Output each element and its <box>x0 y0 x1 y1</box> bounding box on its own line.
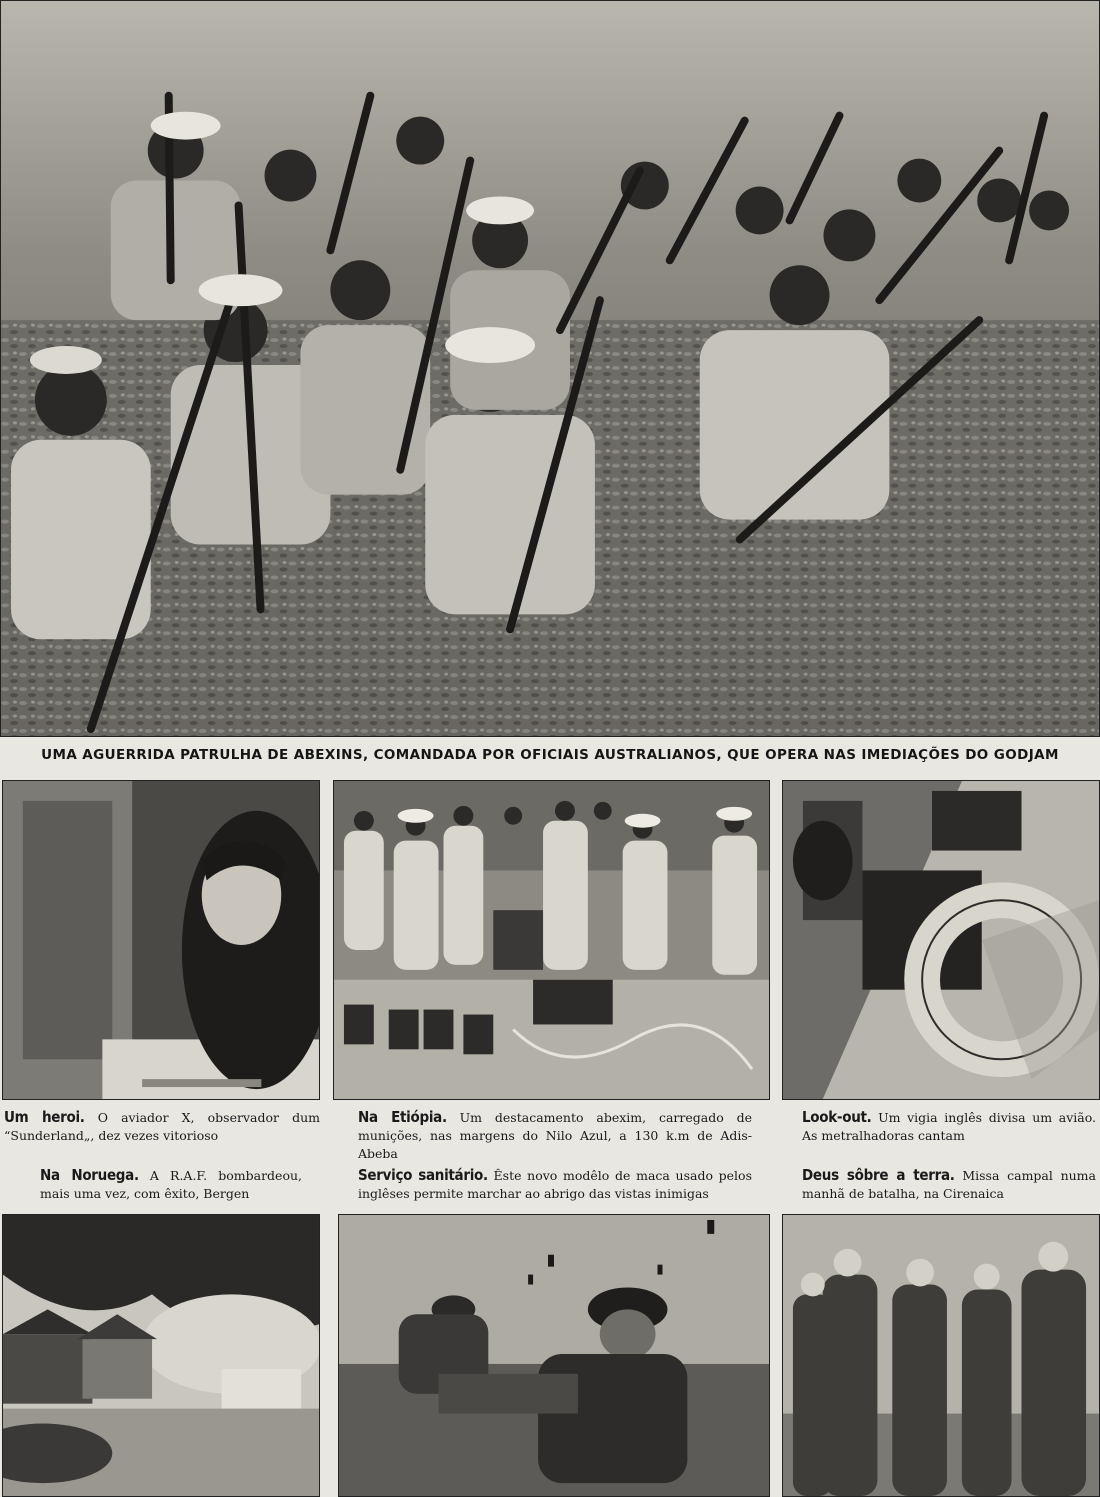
caption-medical-title: Serviço sanitário. <box>358 1166 488 1184</box>
caption-mass <box>802 1166 1096 1203</box>
caption-medical <box>358 1166 752 1203</box>
caption-hero-text: O aviador X, observador dum “Sunderland„, dez vezes vitorioso <box>4 1110 320 1143</box>
lookout-image <box>783 781 1099 1099</box>
caption-lookout <box>802 1108 1096 1145</box>
caption-lookout-title: Look-out. <box>802 1108 872 1126</box>
photo-lookout <box>782 780 1100 1100</box>
main-photo-patrol <box>0 0 1100 737</box>
ethiopia-detachment-image <box>334 781 769 1099</box>
caption-ethiopia-text: Um destacamento abexim, carregado de munições, nas margens do Nilo Azul, a 130 k.m de Adis-Abeba <box>358 1110 753 1161</box>
photo-aviator <box>2 780 320 1100</box>
caption-lookout-text: Um vigia inglês divisa um avião. As metralhadoras cantam <box>802 1110 1096 1143</box>
bergen-bombing-image <box>3 1215 319 1496</box>
photo-field-mass <box>782 1214 1100 1497</box>
photo-stretcher <box>338 1214 770 1497</box>
caption-medical-text: Êste novo modêlo de maca usado pelos inglêses permite marchar ao abrigo das vistas inimigas <box>358 1168 752 1201</box>
photo-ethiopia-detachment <box>333 780 770 1100</box>
caption-norway-title: Na Noruega. <box>40 1166 139 1184</box>
main-photo-caption: UMA AGUERRIDA PATRULHA DE ABEXINS, COMANDADA POR OFICIAIS AUSTRALIANOS, QUE OPERA NAS IMEDIAÇÕES DO GODJAM <box>41 747 1059 763</box>
field-mass-image <box>783 1215 1099 1496</box>
caption-norway-text: A R.A.F. bombardeou, mais uma vez, com êxito, Bergen <box>40 1168 302 1201</box>
stretcher-image <box>339 1215 769 1496</box>
photo-bergen-bombing <box>2 1214 320 1497</box>
aviator-image <box>3 781 319 1099</box>
caption-norway <box>40 1166 302 1203</box>
caption-mass-title: Deus sôbre a terra. <box>802 1166 955 1184</box>
caption-hero-title: Um heroi. <box>4 1108 85 1126</box>
caption-ethiopia-title: Na Etiópia. <box>358 1108 447 1126</box>
caption-mass-text: Missa campal numa manhã de batalha, na Cirenaica <box>802 1168 1096 1201</box>
patrol-photo-image <box>1 1 1099 736</box>
caption-hero <box>4 1108 320 1145</box>
caption-ethiopia <box>358 1108 752 1163</box>
